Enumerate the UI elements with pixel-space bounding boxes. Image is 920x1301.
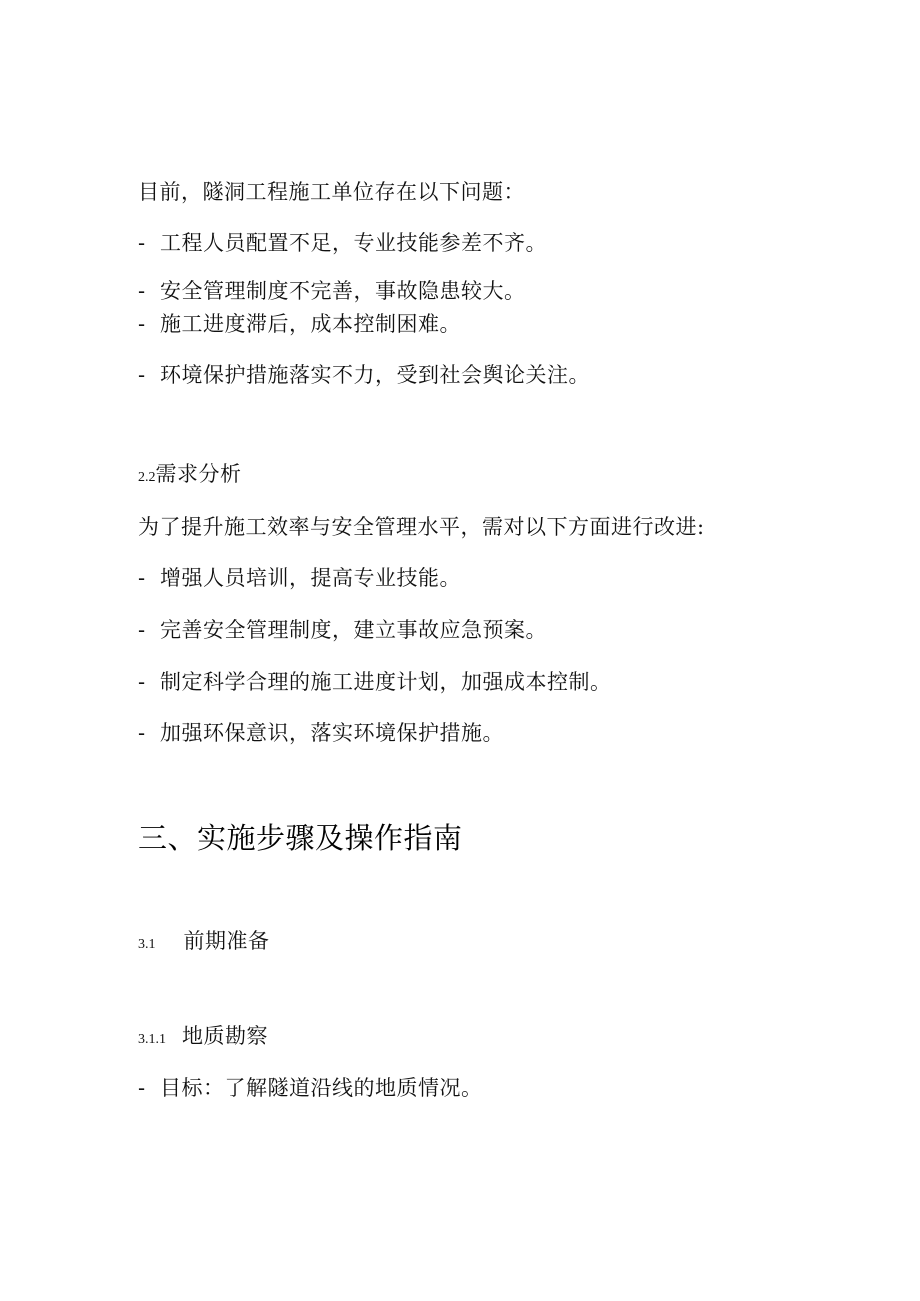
bullet-dash: - xyxy=(138,721,146,745)
list-item-text: 目标：了解隧道沿线的地质情况。 xyxy=(160,1076,483,1100)
bullet-dash: - xyxy=(138,1076,146,1100)
list-item xyxy=(138,564,461,592)
list-item-text: 工程人员配置不足，专业技能参差不齐。 xyxy=(160,231,547,255)
section-heading-3-1 xyxy=(138,927,270,959)
list-item-text: 环境保护措施落实不力，受到社会舆论关注。 xyxy=(160,363,590,387)
bullet-dash: - xyxy=(138,279,146,303)
list-item xyxy=(138,616,547,644)
list-item-text: 制定科学合理的施工进度计划，加强成本控制。 xyxy=(160,670,612,694)
bullet-dash: - xyxy=(138,312,146,336)
list-item xyxy=(138,277,526,305)
section-title: 需求分析 xyxy=(155,462,242,486)
list-item-text: 施工进度滞后，成本控制困难。 xyxy=(160,312,461,336)
section-number: 2.2 xyxy=(138,470,156,485)
section-title: 地质勘察 xyxy=(182,1024,268,1048)
list-item-text: 加强环保意识，落实环境保护措施。 xyxy=(160,721,504,745)
needs-intro: 为了提升施工效率与安全管理水平，需对以下方面进行改进: xyxy=(138,515,705,539)
list-item xyxy=(138,719,504,747)
bullet-dash: - xyxy=(138,670,146,694)
chapter-heading: 三、实施步骤及操作指南 xyxy=(138,821,463,855)
list-item xyxy=(138,361,590,389)
list-item xyxy=(138,1074,483,1102)
section-title: 前期准备 xyxy=(183,929,270,953)
bullet-dash: - xyxy=(138,618,146,642)
list-item-text: 安全管理制度不完善，事故隐患较大。 xyxy=(160,279,526,303)
section-heading-2-2 xyxy=(138,460,242,492)
bullet-dash: - xyxy=(138,566,146,590)
list-item xyxy=(138,668,612,696)
bullet-dash: - xyxy=(138,231,146,255)
problems-intro: 目前，隧洞工程施工单位存在以下问题： xyxy=(138,180,525,204)
section-number: 3.1 xyxy=(138,937,156,952)
section-number: 3.1.1 xyxy=(138,1032,166,1047)
list-item xyxy=(138,310,461,338)
bullet-dash: - xyxy=(138,363,146,387)
list-item-text: 增强人员培训，提高专业技能。 xyxy=(160,566,461,590)
list-item xyxy=(138,229,547,257)
section-heading-3-1-1 xyxy=(138,1022,268,1054)
list-item-text: 完善安全管理制度，建立事故应急预案。 xyxy=(160,618,547,642)
